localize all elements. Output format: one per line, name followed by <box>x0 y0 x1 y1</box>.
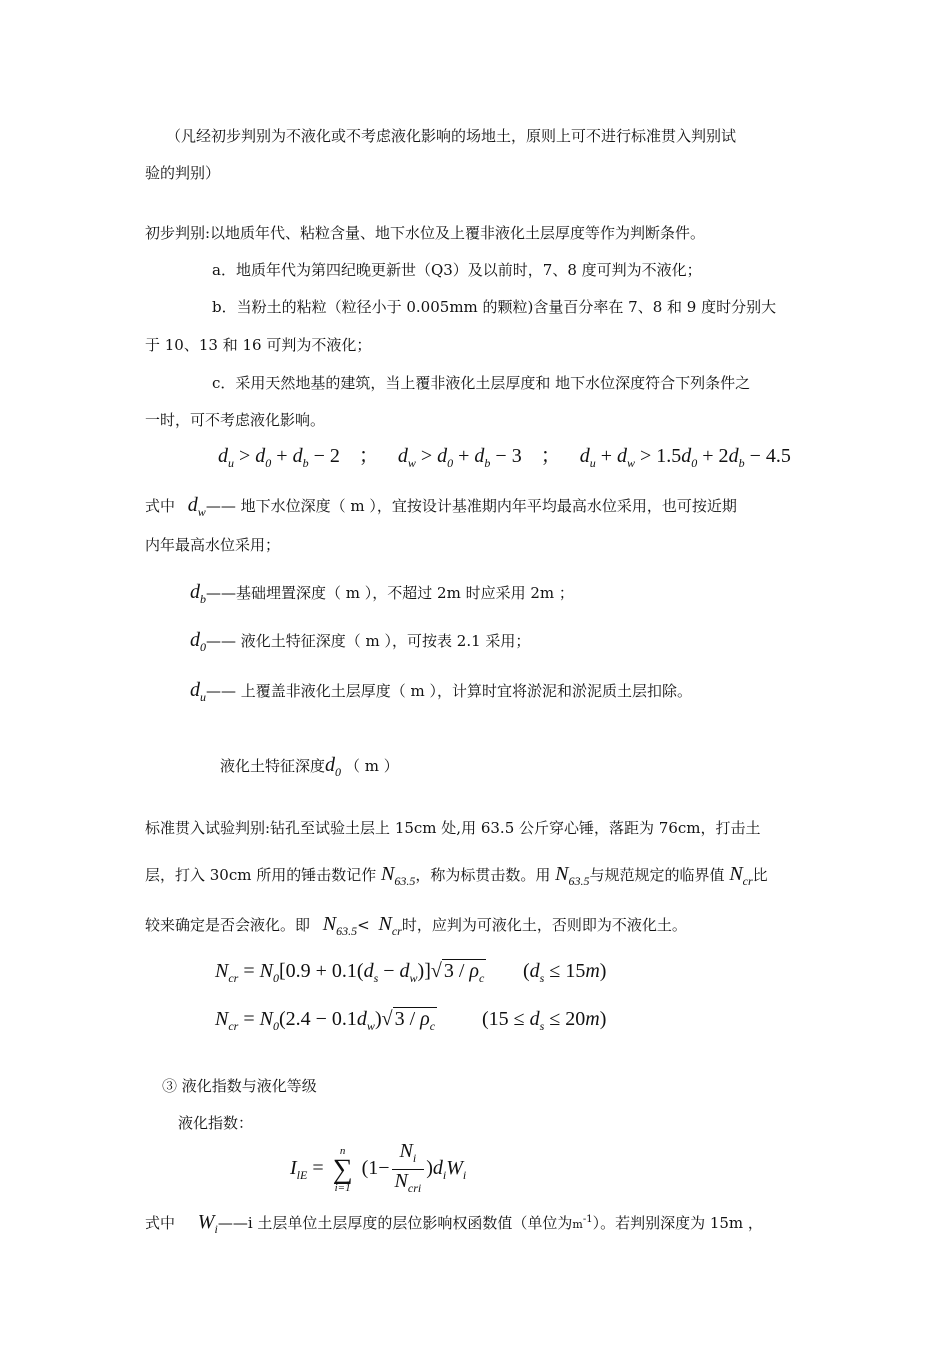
db-symbol: $d_b$ <box>190 581 206 606</box>
liquefaction-index-formula: $I_{lE}$ = n ∑ i=1 (1− $\frac{N_i}{N_{cri}}$ )$d_iW_i$ <box>290 1140 467 1195</box>
ncr-symbol: $N_{cr}$ <box>729 863 753 888</box>
where-dw: 式中 $d_w——$ 地下水位深度（ m ），宜按设计基准期内年平均最高水位采用，也可按近期 <box>145 494 737 519</box>
n635-symbol: $N_{63.5}$ <box>381 863 416 888</box>
du-symbol: $d_u$ <box>190 679 206 704</box>
wi-symbol: $W_i$ <box>197 1211 218 1236</box>
where-wi: 式中 $W_i——i$ 土层单位土层厚度的层位影响权函数值（单位为$m^{-1}$）。若判别深度为 15m ， <box>145 1211 763 1236</box>
section-3-heading: ③ 液化指数与液化等级 <box>162 1077 317 1095</box>
n635-symbol-3: $N_{63.5}$ <box>322 913 358 938</box>
dw-symbol: $d_w$ <box>187 494 206 519</box>
where-d0: $d_0——$ 液化土特征深度（ m ），可按表 2.1 采用； <box>190 629 531 654</box>
ncr-formula-1-condition: $(d_s \le 15m)$ <box>523 960 607 985</box>
condition-1: $d_u > d_0 + d_b - 2$ <box>218 445 340 470</box>
prelim-item-c-line-2: 一时，可不考虑液化影响。 <box>145 411 326 429</box>
condition-2: $d_w > d_0 + d_b - 3$ <box>397 445 522 470</box>
where-db: $d_b——$基础埋置深度（ m ），不超过 2m 时应采用 2m ； <box>190 581 574 606</box>
spt-line-1: 标准贯入试验判别:钻孔至试验土层上 15cm 处,用 63.5 公斤穿心锤，落距为 76cm，打击土 <box>145 819 761 837</box>
d0-symbol: $d_0$ <box>190 629 206 654</box>
ncr-formula-2-condition: $(15 \le d_s \le 20m)$ <box>482 1008 607 1033</box>
where-du: $d_u——$ 上覆盖非液化土层厚度（ m ），计算时宜将淤泥和淤泥质土层扣除。 <box>190 679 693 704</box>
prelim-heading: 初步判别:以地质年代、粘粒含量、地下水位及上覆非液化土层厚度等作为判断条件。 <box>145 224 706 242</box>
d0-caption-symbol: $d_0$ <box>325 754 342 779</box>
n635-symbol-2: $N_{63.5}$ <box>555 863 590 888</box>
condition-3: $d_u + d_w > 1.5d_0 + 2d_b - 4.5$ <box>579 445 791 470</box>
ncr-formula-1: $N_{cr} = N_0[0.9 + 0.1(d_s - d_w)]√$ $3 / \rho_c$ <box>215 960 485 985</box>
liquefaction-index-label: 液化指数： <box>178 1114 254 1132</box>
where-dw-line-2: 内年最高水位采用； <box>145 536 281 554</box>
intro-line-1: （凡经初步判别为不液化或不考虑液化影响的场地土，原则上可不进行标准贯入判别试 <box>166 127 737 145</box>
condition-equations: $d_u > d_0 + d_b - 2$ ； $d_w > d_0 + d_b - 3$ ； $d_u + d_w > 1.5d_0 + 2d_b - 4.5$ <box>218 445 791 470</box>
prelim-item-c-line-1: c．采用天然地基的建筑，当上覆非液化土层厚度和 地下水位深度符合下列条件之 <box>212 374 751 392</box>
ncr-symbol-2: $N_{cr}$ <box>378 913 402 938</box>
ncr-formula-2: $N_{cr} = N_0(2.4 - 0.1d_w)√$ $3 / \rho_c$ <box>215 1008 436 1033</box>
intro-line-2: 验的判别） <box>145 164 221 182</box>
prelim-item-b-line-1: b．当粉土的粘粒（粒径小于 0.005mm 的颗粒)含量百分率在 7、8 和 9 度时分别大 <box>212 298 777 316</box>
summation-symbol: n ∑ i=1 <box>332 1144 353 1194</box>
prelim-item-b-line-2: 于 10、13 和 16 可判为不液化； <box>145 336 372 354</box>
prelim-item-a: a．地质年代为第四纪晚更新世（Q3）及以前时，7、8 度可判为不液化； <box>212 261 702 279</box>
table-caption: 液化土特征深度$d_0$ （ m ） <box>220 754 399 779</box>
spt-line-3: 较来确定是否会液化。即 $N_{63.5}< N_{cr}$时，应判为可液化土，否则即为不液化土。 <box>145 913 687 938</box>
spt-line-2: 层，打入 30cm 所用的锤击数记作 $N_{63.5}$，称为标贯击数。用 $N_{63.5}$与规范规定的临界值 $N_{cr}$比 <box>145 863 768 888</box>
